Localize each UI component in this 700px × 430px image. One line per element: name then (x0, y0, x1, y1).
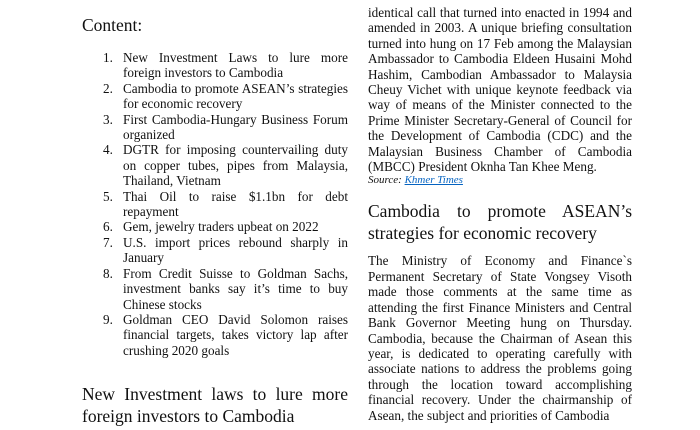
toc-item-text: Gem, jewelry traders upbeat on 2022 (123, 219, 319, 235)
right-column (368, 5, 632, 423)
toc-item[interactable] (82, 112, 348, 143)
article-heading-asean-strategies: Cambodia to promote ASEAN’s strategies for economic recovery (368, 201, 632, 243)
toc-item-text: Goldman CEO David Solomon raises financial targets, takes victory lap after crushing 2020 goals (123, 311, 348, 358)
toc-item-number: 8. (103, 265, 113, 281)
article-paragraph: The Ministry of Economy and Finance`s Permanent Secretary of State Vongsey Visoth made those comments at the same time as attending the first Finance Ministers and Central Bank Governor Meeting hung on Thursday. Cambodia, because the Chairman of Asean this year, is dedicated to operating carefully with associate nations to address the problems going through the location toward accomplishing financial recovery. Under the chairmanship of Asean, the subject and priorities of Cambodia (368, 253, 632, 423)
toc-item-number: 2. (103, 80, 113, 96)
toc-item-number: 4. (103, 142, 113, 158)
table-of-contents (82, 50, 348, 358)
continued-paragraph: identical call that turned into enacted in 1994 and amended in 2003. A unique briefing consultation turned into hung on 17 Feb among the Malaysian Ambassador to Cambodia Eldeen Husaini Mohd Hashim, Cambodian Ambassador to Malaysia Cheuy Vichet with unique keynote feedback via way of means of the Minister connected to the Prime Minister Secretary-General of Council for the Development of Cambodia (CDC) and the Malaysian Business Chamber of Cambodia (MBCC) President Oknha Tan Khee Meng. (368, 5, 632, 175)
toc-item[interactable] (82, 142, 348, 188)
toc-item[interactable] (82, 50, 348, 81)
toc-item[interactable] (82, 312, 348, 358)
toc-item[interactable] (82, 81, 348, 112)
toc-item-text: Thai Oil to raise $1.1bn for debt repayment (123, 188, 348, 220)
toc-item-number: 6. (103, 219, 113, 235)
toc-item-number: 9. (103, 311, 113, 327)
toc-item[interactable] (82, 266, 348, 312)
left-column (82, 14, 348, 427)
content-title: Content: (82, 15, 143, 35)
toc-item-text: First Cambodia-Hungary Business Forum organized (123, 111, 348, 143)
source-label: Source: (368, 174, 405, 187)
source-link[interactable]: Khmer Times (404, 174, 463, 187)
toc-item[interactable] (82, 235, 348, 266)
toc-item-number: 5. (103, 188, 113, 204)
source-line (368, 174, 632, 187)
toc-item[interactable] (82, 189, 348, 220)
toc-item-text: U.S. import prices rebound sharply in January (123, 234, 348, 266)
toc-item-text: DGTR for imposing countervailing duty on copper tubes, pipes from Malaysia, Thailand, Vietnam (123, 142, 348, 189)
toc-item-number: 7. (103, 234, 113, 250)
toc-item-text: Cambodia to promote ASEAN’s strategies for economic recovery (123, 80, 348, 112)
toc-item-number: 3. (103, 111, 113, 127)
toc-item-text: New Investment Laws to lure more foreign investors to Cambodia (123, 50, 348, 81)
article-heading-investment-laws: New Investment laws to lure more foreign investors to Cambodia (82, 384, 348, 426)
toc-item-number: 1. (103, 50, 113, 65)
toc-item[interactable] (82, 219, 348, 234)
toc-item-text: From Credit Suisse to Goldman Sachs, investment banks say it’s time to buy Chinese stocks (123, 265, 348, 312)
